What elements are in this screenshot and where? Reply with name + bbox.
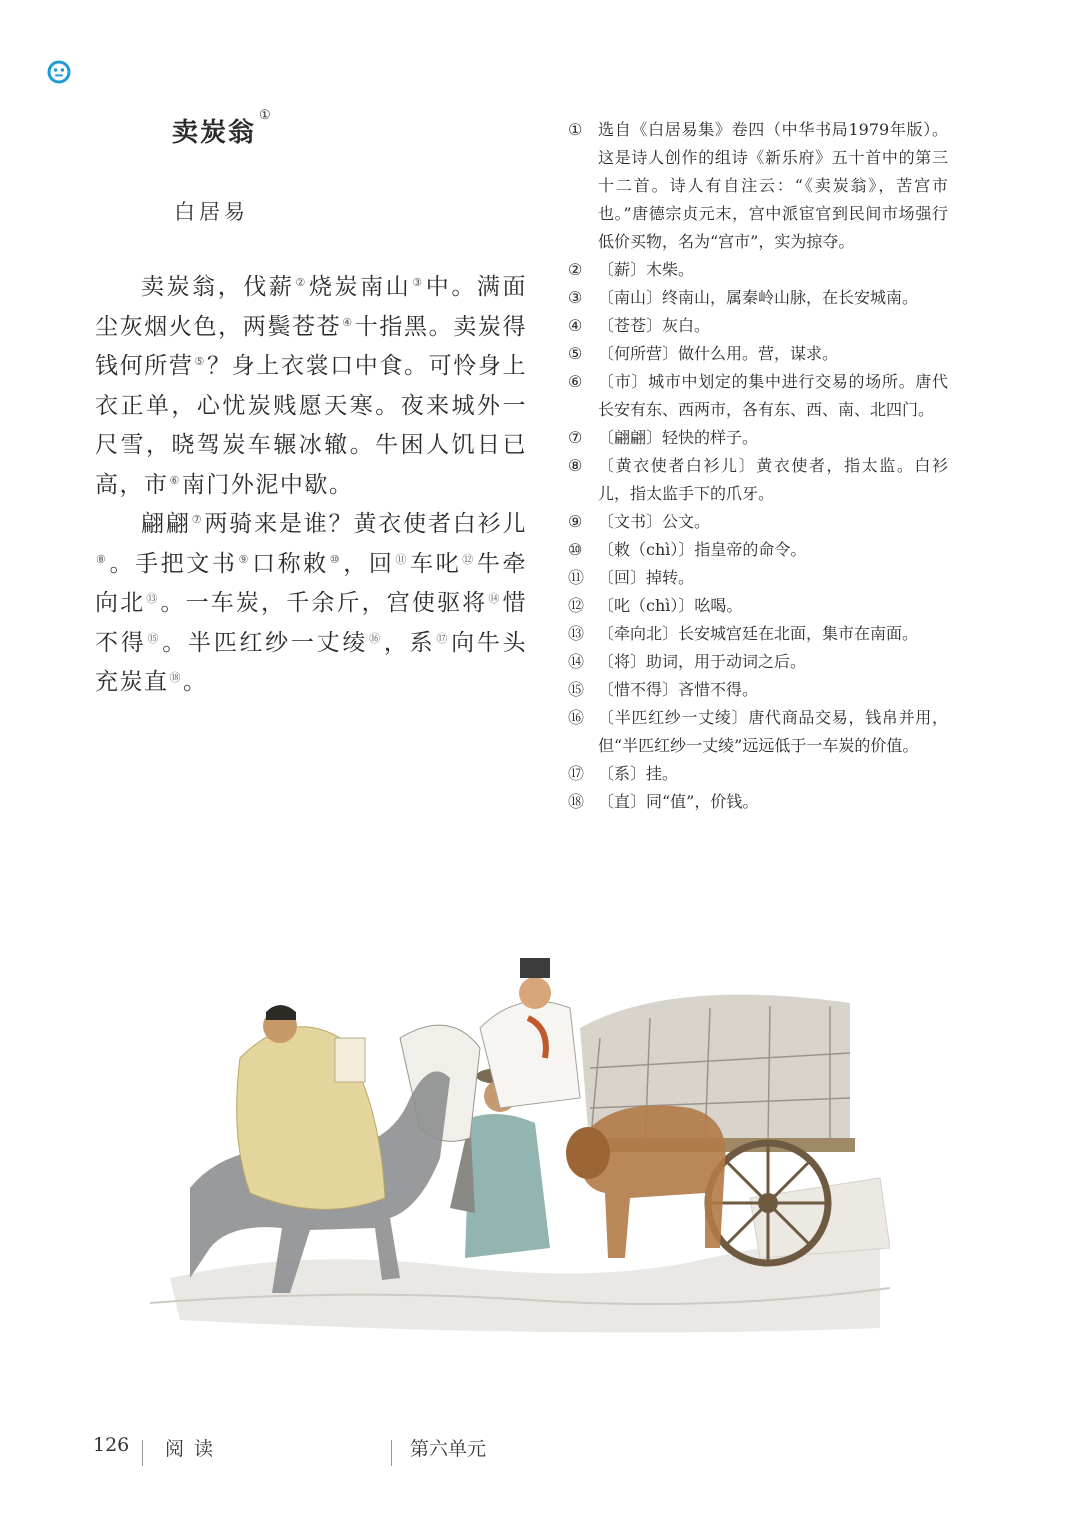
poem-paragraph-2 — [95, 505, 527, 703]
poem-text: 牛牵向北 — [95, 550, 528, 616]
footer-section: 阅 读 — [165, 1438, 216, 1460]
footnote-text: 〔牵向北〕长安城宫廷在北面，集市在南面。 — [598, 624, 919, 643]
poem-text: 向牛头充炭直 — [95, 629, 528, 695]
poem-text: ，回 — [343, 550, 395, 577]
footnote-number: ④ — [568, 316, 583, 335]
footnote-ref: ⑯ — [369, 631, 383, 645]
title-footnote-ref: ① — [259, 108, 273, 123]
footnote-item — [568, 312, 948, 340]
footnote-ref: ⑤ — [194, 355, 206, 368]
footnote-number: ⑮ — [568, 680, 585, 699]
footnote-ref: ⑬ — [146, 592, 160, 605]
footnote-item — [568, 592, 948, 620]
poem-text: 十指黑。卖炭得钱何所营 — [95, 313, 527, 379]
footnote-number: ② — [568, 260, 583, 279]
footnote-item — [568, 340, 948, 368]
poem-text: 。一车炭，千余斤，宫使驱将 — [160, 590, 488, 616]
poem-text: 口称敕 — [251, 550, 329, 577]
footnote-number: ⑥ — [568, 372, 583, 391]
footnote-text: 〔文书〕公文。 — [598, 512, 711, 531]
footnote-number: ③ — [568, 288, 583, 307]
page-number: 126 — [93, 1434, 130, 1456]
footnote-number: ⑤ — [568, 344, 583, 363]
illustration-charcoal-seller — [150, 948, 890, 1340]
footnote-text: 〔南山〕终南山，属秦岭山脉，在长安城南。 — [598, 288, 919, 307]
footnote-number: ⑫ — [568, 596, 585, 615]
smiley-logo-icon — [47, 60, 71, 84]
poem-text: 烧炭南山 — [308, 274, 412, 300]
footnote-number: ⑭ — [568, 652, 585, 671]
poem-text: 。半匹红纱一丈绫 — [162, 629, 369, 656]
footnote-number: ⑩ — [568, 540, 583, 559]
footnote-ref: ③ — [412, 276, 425, 289]
footnote-text: 〔何所营〕做什么用。营，谋求。 — [598, 344, 839, 363]
poem-title-text: 卖炭翁 — [172, 118, 257, 148]
footnote-ref: ⑩ — [329, 552, 343, 566]
footnote-item — [568, 788, 948, 816]
footnote-ref: ⑦ — [191, 513, 204, 526]
footnote-ref: ④ — [342, 315, 354, 329]
footnote-item — [568, 760, 948, 788]
footnote-text: 〔叱（chì）〕吆喝。 — [598, 596, 743, 615]
footnote-item — [568, 564, 948, 592]
footnote-ref: ⑪ — [395, 552, 410, 566]
poem-text: ？身上衣裳口中食。可怜身上衣正单，心忧炭贱愿天寒。夜来城外一尺雪，晓驾炭车辗冰辙。牛困人饥日已高，市 — [95, 353, 527, 498]
poem-text: 。手把文书 — [109, 550, 238, 577]
footnote-number: ⑨ — [568, 512, 583, 531]
footnote-item — [568, 620, 948, 648]
footnote-text: 〔半匹红纱一丈绫〕唐代商品交易，钱帛并用，但“半匹红纱一丈绫”远远低于一车炭的价值。 — [598, 708, 948, 755]
footnote-item — [568, 284, 948, 312]
poem-text: 翩翩 — [141, 511, 191, 537]
footer-divider-left — [142, 1440, 143, 1466]
footnote-text: 〔翩翩〕轻快的样子。 — [598, 428, 759, 447]
poem-title — [172, 108, 273, 149]
footnote-number: ⑰ — [568, 764, 585, 783]
footnote-item — [568, 424, 948, 452]
poem-text: 车叱 — [410, 550, 462, 577]
footnote-item — [568, 452, 948, 508]
footer-divider-right — [391, 1440, 392, 1466]
footnote-ref: ⑥ — [169, 473, 181, 487]
footnote-text: 〔黄衣使者白衫儿〕黄衣使者，指太监。白衫儿，指太监手下的爪牙。 — [598, 456, 948, 503]
footnote-number: ① — [568, 120, 583, 139]
footnote-text: 〔将〕助词，用于动词之后。 — [598, 652, 807, 671]
footnote-item — [568, 704, 948, 760]
footnote-item — [568, 368, 948, 424]
poem-text: 。 — [183, 669, 208, 695]
footnote-number: ⑪ — [568, 568, 585, 587]
poem-author: 白居易 — [174, 200, 249, 224]
footnote-text: 〔回〕掉转。 — [598, 568, 695, 587]
footnote-number: ⑬ — [568, 624, 585, 643]
footnote-ref: ⑭ — [488, 592, 502, 605]
footnote-text: 〔系〕挂。 — [598, 764, 679, 783]
footnote-number: ⑦ — [568, 428, 583, 447]
footnote-item — [568, 536, 948, 564]
footnote-item — [568, 508, 948, 536]
footnote-ref: ② — [295, 276, 308, 289]
footnote-number: ⑱ — [568, 792, 585, 811]
footer-unit: 第六单元 — [410, 1438, 487, 1460]
footnote-item — [568, 676, 948, 704]
footnote-item — [568, 256, 948, 284]
footnote-ref: ⑰ — [436, 631, 451, 645]
footnote-text: 〔惜不得〕吝惜不得。 — [598, 680, 759, 699]
poem-text: 中。满面尘灰烟火色，两鬓苍苍 — [95, 274, 528, 340]
footnote-text: 〔市〕城市中划定的集中进行交易的场所。唐代长安有东、西两市，各有东、西、南、北四门。 — [598, 372, 948, 419]
footnote-ref: ⑫ — [462, 552, 476, 566]
footnote-text: 〔直〕同“值”，价钱。 — [598, 792, 759, 811]
poem-text: 卖炭翁，伐薪 — [141, 274, 295, 300]
footnote-ref: ⑱ — [169, 671, 182, 684]
footnote-ref: ⑮ — [147, 631, 162, 645]
footnote-ref: ⑨ — [238, 552, 251, 566]
footnote-item — [568, 116, 948, 256]
footnote-number: ⑧ — [568, 456, 583, 475]
footnote-number: ⑯ — [568, 708, 585, 727]
poem-text: 惜不得 — [95, 590, 528, 656]
footnotes-list — [568, 116, 948, 816]
footnote-text: 〔苍苍〕灰白。 — [598, 316, 711, 335]
footnote-text: 〔敕（chì）〕指皇帝的命令。 — [598, 540, 807, 559]
poem-paragraph-1 — [95, 268, 527, 505]
poem-text: 南门外泥中歇。 — [181, 471, 354, 498]
poem-text: 两骑来是谁？黄衣使者白衫儿 — [204, 511, 527, 537]
poem-text: ，系 — [383, 629, 436, 656]
footnote-text: 选自《白居易集》卷四（中华书局1979年版）。这是诗人创作的组诗《新乐府》五十首中的第三十二首。诗人有自注云：“《卖炭翁》，苦宫市也。”唐德宗贞元末，宫中派宦官到民间市场强行低价买物，名为“宫市”，实为掠夺。 — [598, 120, 948, 251]
poem-body — [95, 268, 527, 703]
footnote-item — [568, 648, 948, 676]
footnote-text: 〔薪〕木柴。 — [598, 260, 695, 279]
footnote-ref: ⑧ — [96, 552, 109, 566]
